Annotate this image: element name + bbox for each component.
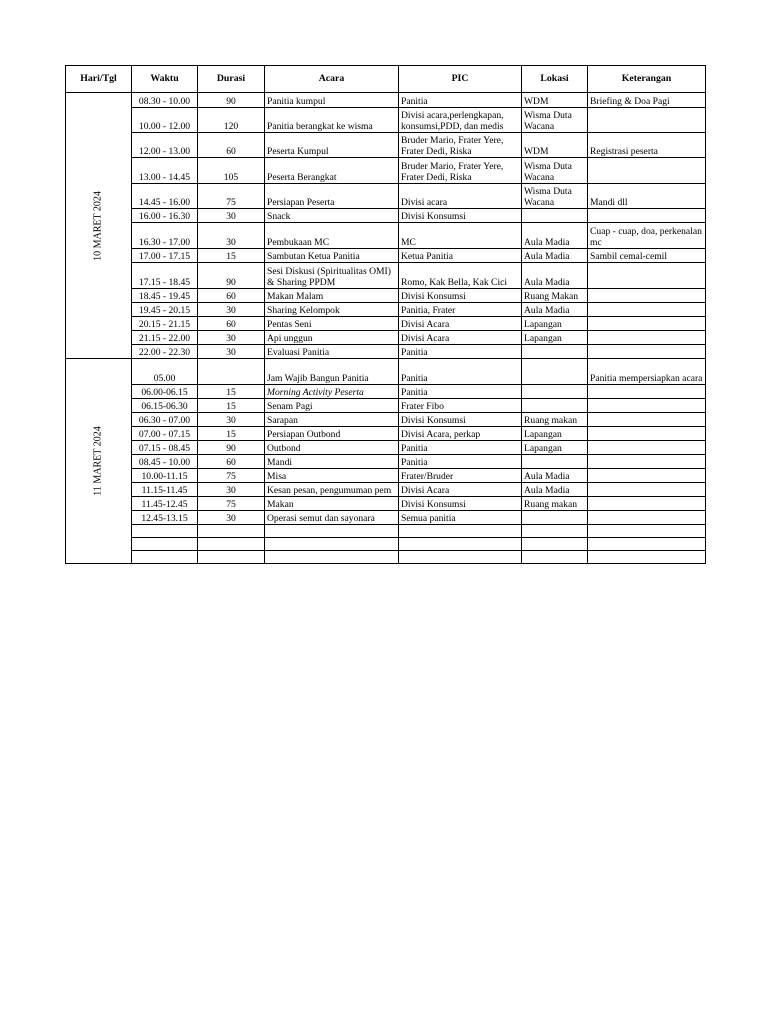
table-row (66, 158, 706, 184)
waktu-cell: 19.45 - 20.15 (132, 303, 198, 317)
pic-cell: Panitia (399, 441, 522, 455)
pic-cell: Divisi acara,perlengkapan, konsumsi,PDD, dan medis (399, 108, 522, 133)
waktu-cell: 10.00-11.15 (132, 469, 198, 483)
acara-cell: Morning Activity Peserta (265, 385, 399, 399)
acara-cell: Operasi semut dan sayonara (265, 511, 399, 525)
pic-cell: Bruder Mario, Frater Yere, Frater Dedi, Riska (399, 158, 522, 184)
waktu-cell: 18.45 - 19.45 (132, 289, 198, 303)
acara-cell: Api unggun (265, 331, 399, 345)
pic-cell: Panitia (399, 345, 522, 359)
lokasi-cell: Aula Madia (522, 263, 588, 289)
table-row (66, 263, 706, 289)
keterangan-cell (588, 455, 706, 469)
pic-cell: MC (399, 223, 522, 249)
durasi-cell: 75 (198, 497, 265, 511)
acara-cell: Pentas Seni (265, 317, 399, 331)
table-row (66, 551, 706, 564)
durasi-cell: 30 (198, 345, 265, 359)
lokasi-cell: Wisma Duta Wacana (522, 108, 588, 133)
keterangan-cell (588, 511, 706, 525)
durasi-cell: 30 (198, 303, 265, 317)
lokasi-cell: Aula Madia (522, 249, 588, 263)
pic-cell (399, 525, 522, 538)
durasi-cell: 60 (198, 133, 265, 158)
durasi-cell: 15 (198, 427, 265, 441)
lokasi-cell (522, 551, 588, 564)
durasi-cell: 15 (198, 399, 265, 413)
waktu-cell: 16.30 - 17.00 (132, 223, 198, 249)
waktu-cell: 16.00 - 16.30 (132, 209, 198, 223)
keterangan-cell (588, 469, 706, 483)
keterangan-cell: Registrasi peserta (588, 133, 706, 158)
lokasi-cell (522, 525, 588, 538)
waktu-cell: 21.15 - 22.00 (132, 331, 198, 345)
acara-cell: Panitia berangkat ke wisma (265, 108, 399, 133)
acara-cell: Mandi (265, 455, 399, 469)
acara-cell: Evaluasi Panitia (265, 345, 399, 359)
keterangan-cell (588, 158, 706, 184)
pic-cell: Divisi Konsumsi (399, 497, 522, 511)
schedule-body (66, 93, 706, 564)
waktu-cell: 12.00 - 13.00 (132, 133, 198, 158)
waktu-cell: 07.00 - 07.15 (132, 427, 198, 441)
lokasi-cell (522, 345, 588, 359)
waktu-cell: 11.15-11.45 (132, 483, 198, 497)
durasi-cell: 30 (198, 223, 265, 249)
keterangan-cell (588, 209, 706, 223)
lokasi-cell: Ruang makan (522, 497, 588, 511)
waktu-cell: 17.15 - 18.45 (132, 263, 198, 289)
header-keterangan: Keterangan (588, 66, 706, 93)
waktu-cell: 08.30 - 10.00 (132, 93, 198, 108)
acara-cell: Sambutan Ketua Panitia (265, 249, 399, 263)
acara-cell: Misa (265, 469, 399, 483)
lokasi-cell: Ruang Makan (522, 289, 588, 303)
acara-cell: Sarapan (265, 413, 399, 427)
pic-cell (399, 551, 522, 564)
waktu-cell: 06.00-06.15 (132, 385, 198, 399)
waktu-cell: 05.00 (132, 359, 198, 385)
acara-cell (265, 551, 399, 564)
table-row (66, 483, 706, 497)
waktu-cell (132, 525, 198, 538)
acara-cell: Makan (265, 497, 399, 511)
table-row (66, 469, 706, 483)
acara-cell: Peserta Berangkat (265, 158, 399, 184)
acara-cell: Peserta Kumpul (265, 133, 399, 158)
lokasi-cell (522, 209, 588, 223)
pic-cell: Divisi Acara (399, 317, 522, 331)
durasi-cell: 60 (198, 317, 265, 331)
acara-cell: Kesan pesan, pengumuman pem (265, 483, 399, 497)
durasi-cell: 90 (198, 441, 265, 455)
keterangan-cell (588, 399, 706, 413)
waktu-cell (132, 538, 198, 551)
pic-cell: Divisi Acara, perkap (399, 427, 522, 441)
durasi-cell: 75 (198, 184, 265, 209)
waktu-cell: 17.00 - 17.15 (132, 249, 198, 263)
table-row (66, 525, 706, 538)
lokasi-cell: Ruang makan (522, 413, 588, 427)
keterangan-cell (588, 413, 706, 427)
durasi-cell: 15 (198, 385, 265, 399)
lokasi-cell: Wisma Duta Wacana (522, 184, 588, 209)
pic-cell: Panitia (399, 455, 522, 469)
table-row (66, 441, 706, 455)
keterangan-cell (588, 497, 706, 511)
lokasi-cell (522, 399, 588, 413)
lokasi-cell (522, 359, 588, 385)
day-label: 10 MARET 2024 (92, 190, 104, 261)
keterangan-cell (588, 108, 706, 133)
durasi-cell: 30 (198, 511, 265, 525)
acara-cell: Persiapan Peserta (265, 184, 399, 209)
header-durasi: Durasi (198, 66, 265, 93)
keterangan-cell (588, 289, 706, 303)
day-cell (66, 359, 132, 564)
keterangan-cell: Mandi dll (588, 184, 706, 209)
table-row (66, 108, 706, 133)
lokasi-cell (522, 511, 588, 525)
lokasi-cell (522, 538, 588, 551)
header-row (66, 66, 706, 93)
durasi-cell (198, 551, 265, 564)
table-row (66, 427, 706, 441)
acara-cell: Snack (265, 209, 399, 223)
acara-cell: Panitia kumpul (265, 93, 399, 108)
keterangan-cell (588, 345, 706, 359)
table-row (66, 249, 706, 263)
pic-cell: Frater Fibo (399, 399, 522, 413)
keterangan-cell (588, 551, 706, 564)
durasi-cell: 30 (198, 209, 265, 223)
waktu-cell: 13.00 - 14.45 (132, 158, 198, 184)
pic-cell: Panitia (399, 359, 522, 385)
pic-cell (399, 538, 522, 551)
day-cell (66, 93, 132, 359)
pic-cell: Divisi Konsumsi (399, 209, 522, 223)
waktu-cell: 14.45 - 16.00 (132, 184, 198, 209)
lokasi-cell: WDM (522, 133, 588, 158)
pic-cell: Panitia (399, 93, 522, 108)
durasi-cell: 90 (198, 263, 265, 289)
table-row (66, 317, 706, 331)
pic-cell: Panitia (399, 385, 522, 399)
durasi-cell (198, 525, 265, 538)
table-row (66, 133, 706, 158)
header-hari-tgl: Hari/Tgl (66, 66, 132, 93)
pic-cell: Divisi Acara (399, 483, 522, 497)
keterangan-cell (588, 303, 706, 317)
acara-cell: Senam Pagi (265, 399, 399, 413)
table-row (66, 303, 706, 317)
waktu-cell: 07.15 - 08.45 (132, 441, 198, 455)
table-row (66, 209, 706, 223)
durasi-cell (198, 359, 265, 385)
keterangan-cell (588, 441, 706, 455)
keterangan-cell (588, 317, 706, 331)
table-row (66, 223, 706, 249)
keterangan-cell: Cuap - cuap, doa, perkenalan mc (588, 223, 706, 249)
waktu-cell: 10.00 - 12.00 (132, 108, 198, 133)
table-row (66, 497, 706, 511)
durasi-cell: 30 (198, 413, 265, 427)
lokasi-cell: Wisma Duta Wacana (522, 158, 588, 184)
waktu-cell: 12.45-13.15 (132, 511, 198, 525)
table-row (66, 93, 706, 108)
acara-cell: Sesi Diskusi (Spiritualitas OMI) & Sharing PPDM (265, 263, 399, 289)
keterangan-cell (588, 525, 706, 538)
keterangan-cell: Panitia mempersiapkan acara (588, 359, 706, 385)
lokasi-cell: Lapangan (522, 427, 588, 441)
keterangan-cell (588, 331, 706, 345)
pic-cell: Ketua Panitia (399, 249, 522, 263)
lokasi-cell: Lapangan (522, 441, 588, 455)
keterangan-cell (588, 385, 706, 399)
durasi-cell: 30 (198, 483, 265, 497)
table-row (66, 511, 706, 525)
table-row (66, 399, 706, 413)
lokasi-cell: Lapangan (522, 331, 588, 345)
schedule-table (65, 65, 706, 564)
waktu-cell: 06.15-06.30 (132, 399, 198, 413)
pic-cell: Bruder Mario, Frater Yere, Frater Dedi, Riska (399, 133, 522, 158)
keterangan-cell: Sambil cemal-cemil (588, 249, 706, 263)
acara-cell: Sharing Kelompok (265, 303, 399, 317)
acara-cell: Jam Wajib Bangun Panitia (265, 359, 399, 385)
table-row (66, 331, 706, 345)
waktu-cell (132, 551, 198, 564)
lokasi-cell (522, 385, 588, 399)
acara-cell: Pembukaan MC (265, 223, 399, 249)
durasi-cell (198, 538, 265, 551)
pic-cell: Divisi acara (399, 184, 522, 209)
lokasi-cell: Aula Madia (522, 303, 588, 317)
acara-cell (265, 538, 399, 551)
keterangan-cell (588, 538, 706, 551)
table-row (66, 538, 706, 551)
header-lokasi: Lokasi (522, 66, 588, 93)
durasi-cell: 15 (198, 249, 265, 263)
keterangan-cell (588, 427, 706, 441)
table-row (66, 345, 706, 359)
waktu-cell: 08.45 - 10.00 (132, 455, 198, 469)
durasi-cell: 60 (198, 455, 265, 469)
keterangan-cell: Briefing & Doa Pagi (588, 93, 706, 108)
acara-cell: Makan Malam (265, 289, 399, 303)
durasi-cell: 90 (198, 93, 265, 108)
waktu-cell: 22.00 - 22.30 (132, 345, 198, 359)
day-label: 11 MARET 2024 (92, 426, 104, 496)
lokasi-cell: WDM (522, 93, 588, 108)
table-row (66, 413, 706, 427)
pic-cell: Romo, Kak Bella, Kak Cici (399, 263, 522, 289)
table-row (66, 359, 706, 385)
keterangan-cell (588, 483, 706, 497)
waktu-cell: 06.30 - 07.00 (132, 413, 198, 427)
durasi-cell: 105 (198, 158, 265, 184)
acara-cell: Outbond (265, 441, 399, 455)
pic-cell: Divisi Konsumsi (399, 413, 522, 427)
durasi-cell: 30 (198, 331, 265, 345)
header-pic: PIC (399, 66, 522, 93)
pic-cell: Divisi Acara (399, 331, 522, 345)
table-row (66, 385, 706, 399)
durasi-cell: 60 (198, 289, 265, 303)
lokasi-cell: Aula Madia (522, 483, 588, 497)
acara-cell (265, 525, 399, 538)
waktu-cell: 11.45-12.45 (132, 497, 198, 511)
waktu-cell: 20.15 - 21.15 (132, 317, 198, 331)
keterangan-cell (588, 263, 706, 289)
lokasi-cell: Aula Madia (522, 223, 588, 249)
pic-cell: Frater/Bruder (399, 469, 522, 483)
lokasi-cell: Aula Madia (522, 469, 588, 483)
table-row (66, 289, 706, 303)
pic-cell: Semua panitia (399, 511, 522, 525)
table-row (66, 184, 706, 209)
lokasi-cell (522, 455, 588, 469)
durasi-cell: 75 (198, 469, 265, 483)
header-acara: Acara (265, 66, 399, 93)
durasi-cell: 120 (198, 108, 265, 133)
table-row (66, 455, 706, 469)
pic-cell: Divisi Konsumsi (399, 289, 522, 303)
acara-cell: Persiapan Outbond (265, 427, 399, 441)
lokasi-cell: Lapangan (522, 317, 588, 331)
header-waktu: Waktu (132, 66, 198, 93)
pic-cell: Panitia, Frater (399, 303, 522, 317)
